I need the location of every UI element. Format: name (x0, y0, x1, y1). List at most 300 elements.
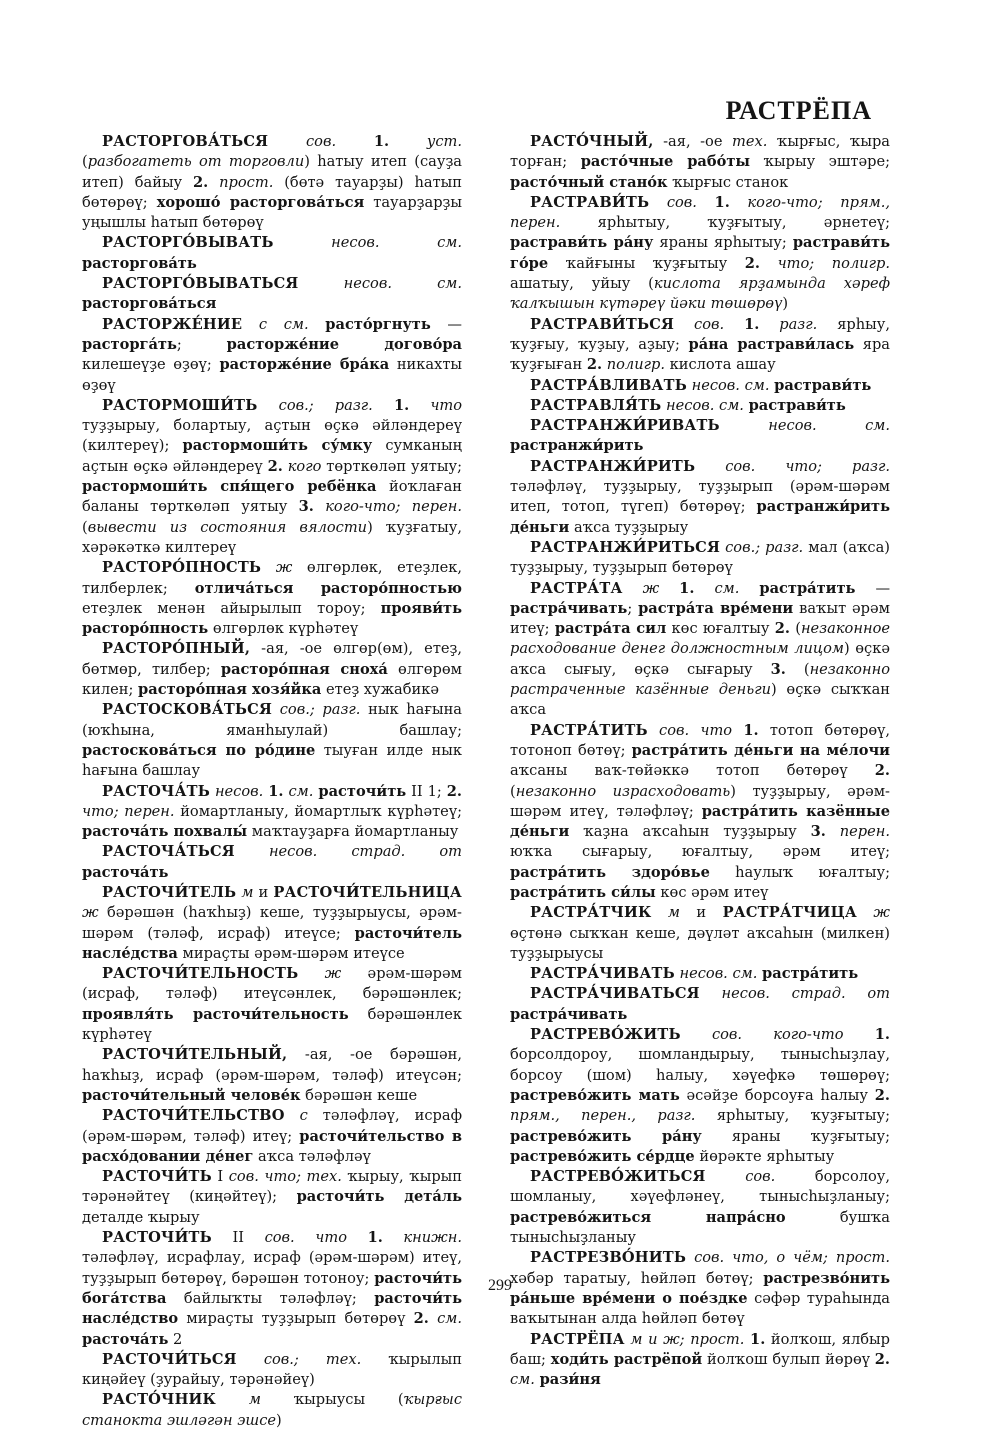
example-phrase: растрави́ть го́ре (510, 234, 890, 272)
entry-headword: РАСТОРГОВА́ТЬСЯ (102, 133, 269, 150)
example-phrase: 1. (743, 721, 759, 739)
entry-text: яраны ҡуҙғытыу; (701, 1127, 890, 1145)
entry-headword: РАСТОЧИ́ТЬ (102, 1229, 212, 1247)
entry-text: етеҙлек менән айырылып тороу; (82, 599, 381, 617)
grammar-label: незаконно израсходовать (515, 782, 731, 800)
entry-text (314, 498, 325, 515)
entry-text: йолҡош булып йөрөү (702, 1350, 875, 1368)
grammar-label: незаконно растраченные казённые деньги (510, 660, 890, 699)
example-phrase: растранжи́рить (510, 437, 644, 455)
entry-text: төрткөләп уятыу; (321, 457, 462, 475)
entry-text: тауарҙарҙы уңышлы һатып бөтөрөү (82, 193, 462, 232)
example-phrase: 1. (744, 315, 760, 333)
entry-text: ҡырғыс, ҡыра торған; (510, 133, 890, 171)
entry-text: ) (276, 1411, 282, 1429)
entry-text (309, 316, 326, 333)
example-phrase: расто́чные рабо́ты (580, 153, 751, 171)
grammar-label: см. (510, 1371, 535, 1389)
dictionary-entry (82, 396, 462, 558)
entry-headword: РАСТРЁПА (530, 1330, 625, 1348)
example-phrase: расто́чный стано́к (510, 173, 668, 191)
entry-text: яраны ярһытыу; (653, 234, 793, 252)
entry-text (272, 701, 280, 718)
grammar-label: сов. что (264, 1229, 347, 1247)
entry-text (242, 316, 259, 333)
entry-headword: РАСТОЧИ́ТЕЛЬНЫЙ, (102, 1046, 288, 1064)
entry-text: деталде ҡырыу (82, 1208, 200, 1226)
entry-text (649, 194, 667, 211)
example-phrase: растра́тить здоро́вье (510, 863, 710, 881)
example-phrase: расточа́ть (82, 863, 169, 881)
entry-headword: РАСТРА́ВЛИВАТЬ (530, 376, 687, 394)
entry-text (732, 722, 743, 739)
entry-text: мал (аҡса) туҙҙырыу, туҙҙырып бөтөрөү (510, 538, 890, 577)
example-phrase: 3. (298, 498, 314, 516)
entry-text: II (211, 1229, 265, 1247)
entry-headword: РАСТОРО́ПНОСТЬ (102, 559, 262, 577)
entry-text: 2 (168, 1330, 183, 1348)
entry-text (409, 397, 430, 414)
entry-headword: РАСТО́ЧНЫЙ, (530, 133, 654, 150)
entry-text: тәләфләү, исрафлау, исраф (әрәм-шәрәм) итеү, туҙҙырып бөтөрөү, бәрәшән тотоноу; (82, 1249, 462, 1287)
entry-text: II 1; (406, 782, 447, 800)
entry-headword: РАСТОЧИ́ТЕЛЬНИЦА (273, 883, 462, 901)
example-phrase: растра́чивать (510, 599, 628, 617)
grammar-label: незаконное расходование денег должностным лицом (510, 620, 890, 658)
grammar-label: м (667, 904, 680, 922)
dictionary-entry (82, 639, 462, 700)
entry-headword: РАСТОЧИ́ТЬСЯ (102, 1350, 237, 1368)
running-head: РАСТРЁПА (725, 96, 872, 125)
entry-text: -ая, -ое (653, 133, 732, 150)
dictionary-entry (510, 1025, 890, 1167)
grammar-label: ж (82, 904, 99, 922)
entry-text (648, 722, 659, 739)
example-phrase: 2. (774, 620, 790, 638)
grammar-label: сов.; разг. (278, 396, 373, 414)
example-phrase: расточа́ть (82, 1330, 169, 1348)
example-phrase: растрезво́нить ра́ньше вре́мени о пое́здке (510, 1269, 890, 1307)
grammar-label: с (299, 1107, 308, 1125)
example-phrase: растра́та вре́мени (638, 599, 794, 617)
grammar-label: сов. что; разг. (725, 457, 890, 475)
example-phrase: расторже́ние догово́ра (226, 335, 462, 353)
entry-text (674, 316, 694, 333)
grammar-label: разбогатеть от торговли (87, 153, 305, 171)
entry-text: ( (785, 660, 810, 678)
grammar-label: полигр. (606, 356, 665, 374)
entry-text: борсолдороу, шомландырыу, тынысһыҙлау, борсоу (шом) һалыу, хәүефкә төшөрөү; (510, 1046, 890, 1084)
dictionary-entry (510, 1167, 890, 1248)
grammar-label: кого (287, 457, 322, 475)
grammar-label: книжн. (403, 1229, 462, 1247)
example-phrase: 1. (679, 579, 695, 597)
entry-text (429, 1310, 437, 1327)
example-phrase: растрави́ть (774, 376, 872, 394)
example-phrase: проявля́ть расточи́тельность (82, 1005, 349, 1023)
grammar-label: разг. (779, 315, 818, 333)
grammar-label: сов. (745, 1168, 776, 1186)
entry-headword: РАСТРЕЗВО́НИТЬ (530, 1249, 687, 1267)
example-phrase: растрави́ть (748, 396, 846, 414)
dictionary-entry (510, 315, 890, 376)
example-phrase: 2. (874, 1086, 890, 1104)
grammar-label: ҡырғыс станокта эшләгән эшсе (82, 1391, 462, 1429)
entry-text: ҡырыусы ( (260, 1391, 404, 1409)
entry-text: ( (82, 153, 88, 171)
example-phrase: 2. (446, 782, 463, 800)
grammar-label: что; полигр. (777, 254, 891, 272)
example-phrase: 2. (586, 356, 603, 374)
entry-headword: РАСТРА́ЧИВАТЬСЯ (530, 985, 700, 1003)
grammar-label: м и ж; прост. (630, 1330, 745, 1348)
grammar-label: ж (324, 965, 342, 983)
example-phrase: 3. (770, 660, 786, 678)
entry-headword: РАСТОРО́ПНЫЙ, (102, 640, 251, 658)
entry-text (285, 1107, 300, 1124)
entry-text: -ая, -ое өлгөр(өм), етеҙ, бөтмөр, тилбер; (82, 640, 462, 678)
example-phrase: расторо́пная сноха́ (220, 660, 388, 678)
example-phrase: растрево́житься напра́сно (510, 1208, 786, 1226)
entry-text: ҡырғыс станок (667, 173, 789, 191)
entry-text: никахты өҙөү (82, 356, 463, 394)
example-phrase: растра́чивать (510, 1005, 628, 1023)
example-phrase: растормоши́ть спя́щего ребёнка (82, 478, 377, 496)
example-phrase: расточи́тельство в расхо́довании де́нег (82, 1127, 463, 1165)
example-phrase: расторгова́ться (82, 295, 217, 313)
grammar-label: см. (437, 1310, 463, 1328)
grammar-label: сов.; тех. (263, 1350, 362, 1368)
entry-headword: РАСТОРГО́ВЫВАТЬ (102, 234, 274, 252)
grammar-label: ж (642, 579, 660, 597)
example-phrase: растра́тить де́ньги на ме́лочи (631, 741, 890, 759)
left-column (82, 132, 462, 1431)
entry-text (299, 275, 344, 292)
example-phrase: расточи́ть насле́дство (82, 1289, 462, 1328)
example-phrase: расторже́ние бра́ка (219, 356, 390, 374)
dictionary-entry (82, 1390, 462, 1431)
entry-headword: РАСТОСКОВА́ТЬСЯ (102, 701, 273, 719)
grammar-label: несов. см. (331, 234, 462, 252)
example-phrase: растормоши́ть су́мку (182, 437, 373, 455)
entry-text: аҡса туҙҙырыу (569, 518, 689, 536)
entry-text: нык һағына (юҡһына, яманһыулай) башлау; (82, 701, 463, 739)
dictionary-entry (82, 1106, 462, 1167)
example-phrase: расточи́ть (318, 782, 407, 800)
dictionary-entry (510, 416, 890, 457)
entry-headword: РАСТОЧИ́ТЕЛЬСТВО (102, 1107, 285, 1125)
example-phrase: расторгова́ть (82, 254, 197, 272)
grammar-label: м (241, 883, 254, 901)
dictionary-entry (82, 315, 462, 396)
entry-text: маҡтауҙарға йомартланыу (247, 823, 459, 841)
example-phrase: расточа́ть похвалы́ (82, 823, 248, 841)
entry-text: ярһытыу, ҡуҙғытыу; (695, 1107, 890, 1125)
entry-text: ҡайғыны ҡуҙғытыу (548, 254, 745, 272)
grammar-label: ж (275, 559, 293, 577)
grammar-label: несов. см. (343, 275, 462, 293)
grammar-label: кислота ярҙамында хәреф ҡалҡышын күтәреү йәки төшөрөү (510, 275, 890, 313)
entry-text: өлгөрөм килен; (82, 660, 462, 699)
entry-text (216, 1391, 249, 1408)
entry-headword: РАСТОЧИ́ТЕЛЬНОСТЬ (102, 965, 299, 983)
example-phrase: расточи́тельный челове́к (82, 1086, 301, 1104)
example-phrase: отлича́ться расторо́пностью (194, 579, 462, 597)
dictionary-entry (82, 782, 462, 843)
dictionary-entry (510, 376, 890, 396)
entry-text: әсәйҙе борсоуға һалыу (679, 1086, 875, 1104)
example-phrase: ра́на растрави́лась (688, 335, 855, 353)
entry-text: йоҡлаған баланы төрткөләп уятыу (82, 478, 462, 516)
entry-text (857, 904, 873, 921)
entry-text: ярһыу, ҡуҙғыу, ҡуҙыу, аҙыу; (510, 315, 891, 353)
grammar-label: сов. кого-что (711, 1026, 844, 1044)
example-phrase: расточи́ть бога́тства (82, 1269, 462, 1307)
dictionary-entry (510, 457, 890, 538)
entry-text: ) туҙҙырыу, әрәм-шәрәм итеү, тәләфләү; (510, 782, 890, 820)
entry-text (383, 1229, 404, 1246)
grammar-label: ж (873, 904, 890, 922)
page-number: 299 (488, 1277, 512, 1294)
grammar-label: несов. страд. от (721, 985, 891, 1003)
entry-text: ( (789, 620, 801, 638)
entry-text (208, 174, 219, 191)
entry-text: өҫтөнә сыҡҡан кеше, дәүләт аҡсаһын (милкен) туҙҙырыусы (510, 924, 890, 962)
entry-headword: РАСТРА́ТА (530, 579, 623, 597)
grammar-label: м (248, 1391, 261, 1409)
entry-text: тотоп бөтөрөү, тотоноп бөтөү; (510, 721, 891, 759)
dictionary-entry (510, 193, 890, 315)
entry-headword: РАСТРА́ЧИВАТЬ (530, 965, 675, 983)
entry-text: ) өҫкә сыҡҡан аҡса (510, 681, 890, 719)
example-phrase: 1. (714, 193, 730, 211)
grammar-label: сов. что, о чём; прост. (694, 1249, 891, 1267)
example-phrase: 2. (193, 173, 209, 191)
example-phrase: 2. (413, 1310, 429, 1328)
entry-text: — (430, 315, 463, 333)
dictionary-entry (510, 132, 890, 193)
example-phrase: 3. (810, 823, 826, 841)
entry-text: хәбәр таратыу, һөйләп бөтөү; (510, 1269, 764, 1287)
grammar-label: что (430, 396, 463, 414)
example-phrase: ходи́ть растрёпой (550, 1350, 703, 1368)
entry-text: ( (82, 518, 88, 536)
grammar-label: что; перен. (82, 802, 175, 820)
dictionary-entry (82, 1045, 462, 1106)
entry-text (826, 823, 840, 840)
entry-text: борсолоу, шомланыу, хәүефләнеү, тынысһыҙланыу; (510, 1168, 891, 1206)
example-phrase: 2. (874, 1350, 890, 1368)
entry-text (347, 1229, 368, 1246)
entry-headword: РАСТРА́ТЧИЦА (722, 904, 857, 922)
entry-text: бәрәшәнлек күрһәтеү (82, 1005, 462, 1044)
entry-text (651, 904, 667, 921)
grammar-label: кого-что; перен. (325, 498, 463, 516)
entry-text: -ая, -ое бәрәшән, һаҡһыҙ, исраф (әрәм-шәрәм, тәләф) итеүсән; (82, 1046, 462, 1084)
entry-text: ярһытыу, ҡуҙғытыу, әрнетеү; (560, 214, 890, 232)
entry-text: и (680, 904, 723, 922)
example-phrase: растрево́жить се́рдце (510, 1147, 695, 1165)
entry-text (697, 194, 715, 211)
grammar-label: уст. (426, 133, 463, 150)
example-phrase: 1. (750, 1330, 766, 1348)
grammar-label: несов. страд. от (268, 843, 462, 861)
entry-text (659, 580, 679, 597)
entry-headword: РАСТРАВИ́ТЬСЯ (530, 315, 675, 333)
dictionary-entry (82, 132, 462, 233)
grammar-label: сов.; разг. (279, 701, 361, 719)
entry-text (730, 194, 748, 211)
entry-text: тыуған илде нык һағына башлау (82, 741, 462, 780)
example-phrase: растра́тить си́лы (510, 883, 656, 901)
entry-text: етеҙ хужабикә (321, 681, 440, 699)
entry-text: ҡырыу, ҡырып тәрәнәйтеү (киңәйтеү); (82, 1168, 462, 1206)
entry-text (298, 965, 324, 982)
entry-headword: РАСТО́ЧНИК (102, 1391, 217, 1409)
example-phrase: расточи́ть дета́ль (296, 1188, 463, 1206)
example-phrase: растрави́ть ра́ну (510, 234, 654, 252)
grammar-label: несов. см. (691, 376, 770, 394)
entry-text: тәләфләү, туҙҙырыу, туҙҙырып (әрәм-шәрәм итеп, тотоп, түгеп) бөтөрөү; (510, 478, 890, 516)
entry-text: килешеүҙе өҙөү; (82, 356, 220, 374)
entry-text: ваҡыт әрәм итеү; (510, 599, 890, 638)
entry-text (268, 133, 306, 150)
entry-text (261, 559, 276, 576)
dictionary-entry (82, 700, 462, 781)
entry-text (739, 580, 759, 597)
example-phrase: растра́тить (762, 965, 859, 983)
example-phrase: прояви́ть расторо́пность (82, 599, 462, 638)
entry-text (237, 1351, 264, 1368)
entry-text: әрәм-шәрәм (исраф, тәләф) итеүсәнлек, бәрәшәнлек; (82, 965, 462, 1003)
entry-headword: РАСТРА́ТЧИК (530, 904, 652, 922)
entry-headword: РАСТРАНЖИ́РИТЬСЯ (530, 538, 721, 556)
dictionary-entry (510, 579, 890, 721)
entry-headword: РАСТРА́ТИТЬ (530, 721, 648, 739)
entry-text: яра ҡуҙғыған (510, 335, 890, 374)
entry-headword: РАСТОРЖЕ́НИЕ (102, 315, 243, 333)
grammar-label: несов. (214, 782, 264, 800)
entry-text (336, 133, 374, 150)
entry-text: ) ҡуҙғатыу, хәрәкәткә килтереү (82, 518, 463, 556)
grammar-label: вывести из состояния вялости (87, 518, 368, 536)
entry-text (759, 316, 779, 333)
entry-text (258, 397, 279, 414)
right-column (510, 132, 890, 1390)
example-phrase: 1. (367, 1229, 383, 1247)
entry-text (700, 985, 722, 1002)
example-phrase: хорошо́ расторгова́ться (156, 193, 365, 211)
entry-text: (бөтә тауарҙы) һатып бөтөрөү; (82, 173, 462, 211)
grammar-label: с см. (258, 315, 309, 333)
entry-text: туҙҙырыу, болартыу, аҫтын өҫкә әйләндереү (килтереү); (82, 417, 462, 455)
entry-text: бәрәшән (һаҡһыҙ) кеше, туҙҙырыусы, әрәм-шәрәм (тәләф, исраф) итеүсе; (82, 904, 462, 942)
example-phrase: 1. (393, 396, 410, 414)
entry-text: йомартланыу, йомартлыҡ күрһәтеү; (174, 802, 462, 820)
entry-text (720, 417, 768, 434)
entry-text: көс әрәм итеү (655, 883, 769, 901)
entry-text: сәфәр тураһында ваҡытынан алда һөйләп бөтөү (510, 1289, 891, 1328)
grammar-label: см. (288, 782, 314, 800)
example-phrase: расторо́пная хозя́йка (138, 681, 322, 699)
entry-text (681, 1026, 712, 1043)
entry-text: өлгөрлөк, етеҙлек, тилберлек; (82, 559, 462, 597)
entry-text: и (253, 883, 274, 901)
dictionary-entry (82, 274, 462, 315)
entry-text (686, 1249, 694, 1266)
dictionary-entry (510, 721, 890, 904)
grammar-label: см. (714, 579, 740, 597)
example-phrase: растра́та сил (554, 620, 667, 638)
grammar-label: прост. (219, 173, 274, 191)
example-phrase: растрево́жить ра́ну (510, 1127, 702, 1145)
grammar-label: сов. (306, 133, 337, 150)
entry-text: сумканың аҫтын өҫкә әйләндереү (82, 437, 462, 475)
dictionary-entry (82, 558, 462, 639)
entry-text (274, 234, 332, 251)
entry-headword: РАСТОРГО́ВЫВАТЬСЯ (102, 275, 299, 293)
example-phrase: расторга́ть (82, 335, 177, 353)
entry-text (724, 316, 744, 333)
entry-headword: РАСТРАВИ́ТЬ (530, 193, 650, 211)
entry-headword: РАСТРАНЖИ́РИТЬ (530, 457, 696, 475)
entry-text (706, 1168, 746, 1185)
entry-text (695, 458, 725, 475)
example-phrase: растрево́жить мать (510, 1086, 680, 1104)
entry-text: аҡса тәләфләү (253, 1147, 371, 1165)
entry-text: һаулыҡ юғалтыу; (709, 863, 891, 881)
grammar-label: несов. см. (679, 965, 758, 983)
example-phrase: 1. (268, 782, 284, 800)
example-phrase: 1. (874, 1026, 891, 1044)
entry-text: тәләфләү, исраф (әрәм-шәрәм, тәләф) итеү; (82, 1107, 462, 1145)
entry-text (694, 580, 714, 597)
entry-headword: РАСТРЕВО́ЖИТЬ (530, 1026, 681, 1044)
entry-text: өлгөрлөк күрһәтеү (208, 620, 359, 638)
entry-text: бәрәшән кеше (300, 1086, 418, 1104)
entry-text: ашатыу, уйыу ( (510, 275, 654, 293)
entry-text: кислота ашау (664, 356, 776, 374)
grammar-label: сов. (694, 315, 725, 333)
entry-text: — (855, 579, 891, 597)
dictionary-entry (510, 964, 890, 984)
example-phrase: 2. (744, 254, 761, 272)
entry-text: мираҫты әрәм-шәрәм итеүсе (177, 944, 405, 962)
entry-text: ) (782, 295, 789, 313)
entry-text: ) һатыу итеп (сауҙа итеп) байыу (82, 153, 462, 191)
example-phrase: растранжи́рить де́ньги (510, 498, 890, 536)
example-phrase: растоскова́ться по ро́дине (82, 741, 316, 759)
example-phrase: расто́ргнуть (325, 315, 431, 333)
dictionary-entry (82, 1350, 462, 1391)
entry-text: ( (510, 782, 516, 800)
entry-text: йөрәкте ярһытыу (694, 1147, 835, 1165)
entry-text: юҡҡа сығарыу, юғалтыу, әрәм итеү; (510, 843, 890, 861)
example-phrase: растра́тить казённые де́ньги (510, 802, 890, 841)
example-phrase: расточи́тель насле́дства (82, 924, 462, 962)
grammar-label: сов. что; тех. (228, 1168, 342, 1186)
grammar-label: кого-что; прям., перен. (510, 193, 891, 232)
dictionary-entry (510, 903, 890, 964)
dictionary-entry (82, 842, 462, 883)
example-phrase: растра́тить (759, 579, 856, 597)
entry-text (235, 843, 269, 860)
dictionary-entry (82, 964, 462, 1045)
entry-headword: РАСТОЧА́ТЬСЯ (102, 843, 235, 861)
dictionary-entry (82, 883, 462, 964)
entry-headword: РАСТРАВЛЯ́ТЬ (530, 396, 662, 414)
entry-text: йолҡош, ялбыр баш; (510, 1330, 891, 1368)
